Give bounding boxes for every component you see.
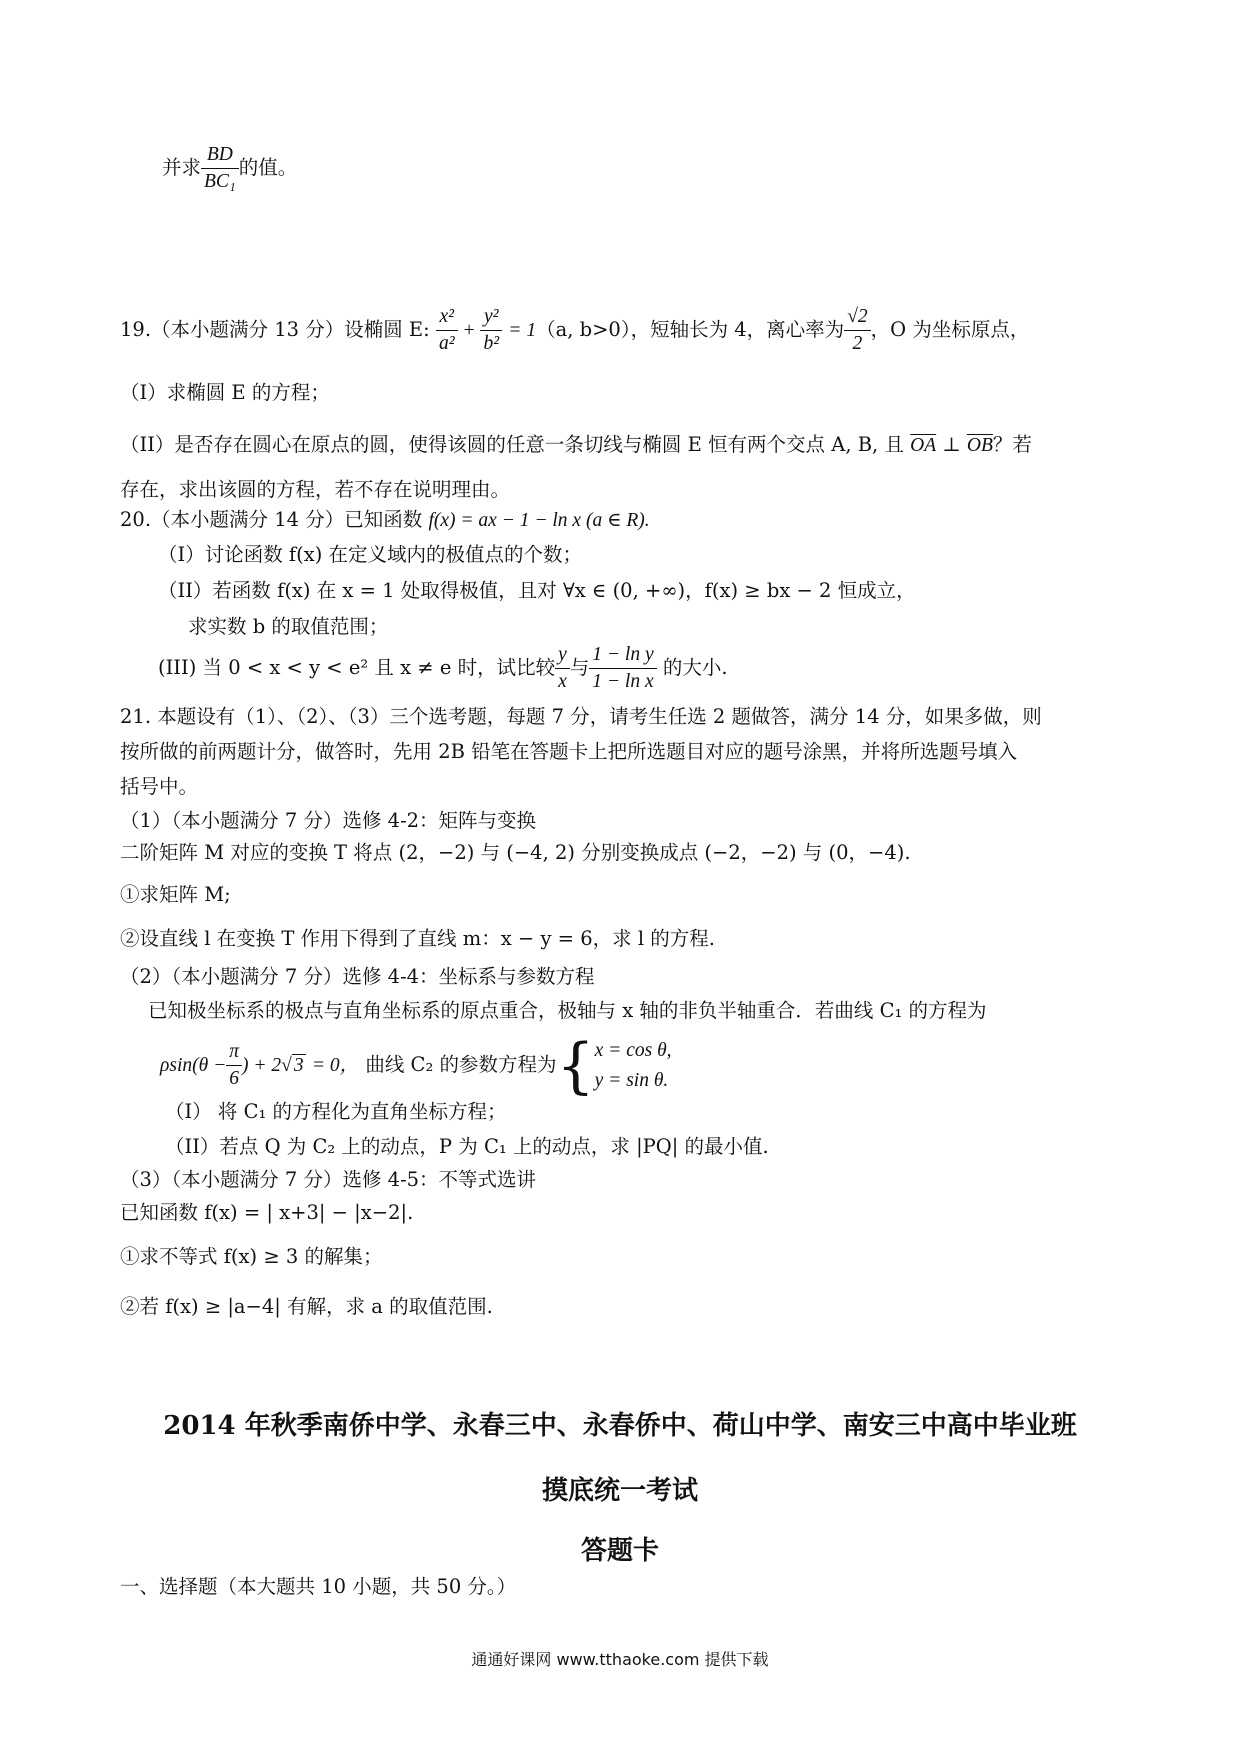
q21-s2-mid: 曲线 C₂ 的参数方程为 (365, 1053, 557, 1076)
q19-tail: ，O 为坐标原点， (870, 318, 1030, 341)
parametric-system: x = cos θ, y = sin θ. (594, 1039, 672, 1091)
answer-card-title-3: 答题卡 (580, 1536, 659, 1566)
q20-part3-a: (III) 当 0 < x < y < e² 且 x ≠ e 时，试比较 (158, 656, 556, 679)
q20-head-line (120, 505, 650, 536)
ellipse-rhs: = 1 (508, 320, 537, 341)
q21-s3-q1: ①求不等式 f(x) ≥ 3 的解集； (120, 1245, 383, 1268)
page-footer: 通通好课网 www.tthaoke.com 提供下载 (471, 1650, 769, 1669)
q21-s1-body: 二阶矩阵 M 对应的变换 T 将点 (2，−2) 与 (−4, 2) 分别变换成点 (−2，−2) 与 (0，−4). (120, 841, 911, 864)
perp-symbol: ⊥ (942, 433, 961, 456)
q18-prefix: 并求 (162, 156, 202, 179)
polar-eq-b: ) + 2 (242, 1055, 282, 1076)
q19-head-line: 19.（本小题满分 13 分）设椭圆 E: $\frac{\text{x²}}{\text{a²}}$ + $\frac{\text{y²}}{\text{b²}}$ = 1（a, b>0），短轴长为 4，离心率为 $\frac{√2}{2}$ ，O 为坐标原点， (120, 300, 1029, 361)
q21-s1-q2: ②设直线 l 在变换 T 作用下得到了直线 m：x − y = 6，求 l 的方程. (120, 927, 715, 950)
q19-part2-a: （II）是否存在圆心在原点的圆，使得该圆的任意一条切线与椭圆 E 恒有两个交点 A, B, 且 (120, 433, 904, 456)
vector-oa: $\overline{OA}$ (910, 435, 937, 456)
ratio-ln: $\frac{\text{1 − ln y}}{\text{1 − ln x}}$ (589, 642, 656, 695)
and-word: 与 (569, 656, 590, 679)
q20-part2-b: 求实数 b 的取值范围； (188, 615, 389, 638)
q21-intro3: 括号中。 (120, 775, 199, 798)
q21-s2-body: 已知极坐标系的极点与直角坐标系的原点重合，极轴与 x 轴的非负半轴重合．若曲线 C₁ 的方程为 (148, 999, 987, 1022)
polar-eq-a: ρsin(θ − (160, 1055, 227, 1076)
answer-card-title-1: 2014 年秋季南侨中学、永春三中、永春侨中、荷山中学、南安三中高中毕业班 (163, 1411, 1077, 1441)
left-brace-icon: { (556, 1030, 595, 1101)
q20-part2-a: （II）若函数 f(x) 在 x = 1 处取得极值，且对 ∀x ∈ (0, +∞)，f(x) ≥ bx − 2 恒成立， (158, 579, 916, 602)
q20-part3-line (158, 638, 728, 698)
ellipse-y-term: $\frac{\text{y²}}{\text{b²}}$ (480, 304, 502, 357)
q21-s2-q2: （II）若点 Q 为 C₂ 上的动点，P 为 C₁ 上的动点，求 |PQ| 的最小值. (165, 1135, 769, 1158)
q21-s3-body: 已知函数 f(x) = | x+3| − |x−2|. (120, 1201, 414, 1224)
q21-intro2: 按所做的前两题计分，做答时，先用 2B 铅笔在答题卡上把所选题目对应的题号涂黑，并将所选题号填入 (120, 740, 1018, 763)
q21-s3-head: （3）（本小题满分 7 分）选修 4-5：不等式选讲 (120, 1168, 537, 1191)
pi-over-six: $\frac{\pi}{6}$ (226, 1039, 242, 1092)
q21-s3-q2: ②若 f(x) ≥ |a−4| 有解，求 a 的取值范围. (120, 1295, 493, 1318)
q21-s2-head: （2）（本小题满分 7 分）选修 4-4：坐标系与参数方程 (120, 965, 595, 988)
q19-part1: （I）求椭圆 E 的方程； (120, 381, 330, 404)
q20-function: f(x) = ax − 1 − ln x (a ∈ R). (428, 510, 650, 531)
q19-part2-c: 存在，求出该圆的方程，若不存在说明理由。 (120, 478, 511, 501)
vector-ob: $\overline{OB}$ (966, 435, 993, 456)
q18-tail (162, 138, 297, 198)
q21-s2-q1: （I） 将 C₁ 的方程化为直角坐标方程； (165, 1100, 507, 1123)
q21-intro1: 21. 本题设有（1）、（2）、（3）三个选考题，每题 7 分，请考生任选 2 题做答，满分 14 分，如果多做，则 (120, 705, 1042, 728)
polar-eq-c: = 0， (311, 1055, 360, 1076)
q20-part1: （I）讨论函数 f(x) 在定义域内的极值点的个数； (158, 543, 583, 566)
eccentricity: $\frac{√2}{2}$ (844, 304, 870, 357)
section-choice-header: 一、选择题（本大题共 10 小题，共 50 分。） (120, 1575, 517, 1598)
q21-s1-head: （1）（本小题满分 7 分）选修 4-2：矩阵与变换 (120, 809, 537, 832)
q20-head: 20.（本小题满分 14 分）已知函数 (120, 508, 423, 531)
q18-fraction: $\frac{BD}{\text{BC₁}}$ (201, 142, 239, 195)
q19-head: 19.（本小题满分 13 分）设椭圆 E: (120, 318, 430, 341)
q21-s2-eq-line: ρsin(θ − $\frac{\pi}{6}$ ) + 2√ 3 = 0， 曲线 C₂ 的参数方程为{ x = cos θ, y = sin θ. (160, 1030, 672, 1101)
q18-suffix: 的值。 (238, 156, 298, 179)
ratio-y-x: $\frac{y}{x}$ (555, 642, 570, 695)
sqrt-three: 3 (293, 1055, 304, 1076)
q21-s1-q1: ①求矩阵 M; (120, 883, 231, 906)
q19-part2-line (120, 430, 1032, 461)
q19-mid: （a, b>0），短轴长为 4，离心率为 (536, 318, 845, 341)
q20-part3-b: 的大小. (662, 656, 728, 679)
answer-card-title-2: 摸底统一考试 (541, 1476, 698, 1506)
ellipse-x-term: $\frac{\text{x²}}{\text{a²}}$ (436, 304, 458, 357)
q19-part2-b: ？若 (992, 433, 1032, 456)
